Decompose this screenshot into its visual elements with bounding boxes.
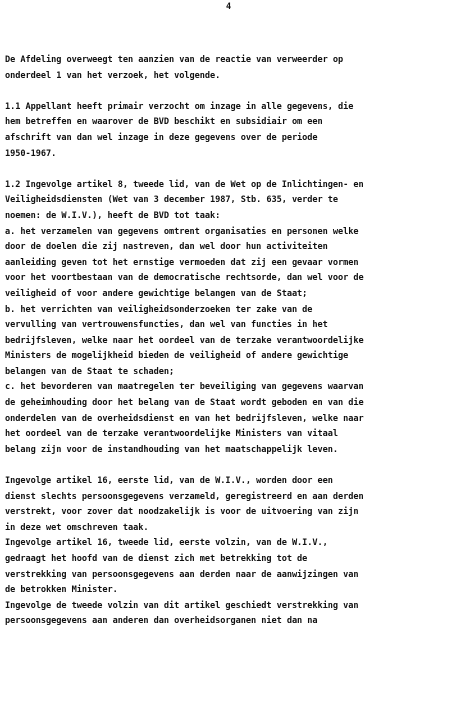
- paragraph: [5, 100, 447, 162]
- text-line: aanleiding geven tot het ernstige vermoeden dat zij een gevaar vormen: [5, 257, 359, 268]
- text-line: bedrijfsleven, welke naar het oordeel van de terzake verantwoordelijke: [5, 335, 364, 346]
- text-line: a. het verzamelen van gegevens omtrent organisaties en personen welke: [5, 226, 359, 237]
- text-line: verstrekt, voor zover dat noodzakelijk is voor de uitvoering van zijn: [5, 507, 359, 518]
- text-line: belangen van de Staat te schaden;: [5, 366, 175, 377]
- text-line: Veiligheidsdiensten (Wet van 3 december 1987, Stb. 635, verder te: [5, 195, 339, 206]
- text-line: De Afdeling overweegt ten aanzien van de reactie van verweerder op: [5, 55, 344, 65]
- text-line: b. het verrichten van veiligheidsonderzoeken ter zake van de: [5, 304, 313, 315]
- text-line: voor het voortbestaan van de democratische rechtsorde, dan wel voor de: [5, 273, 364, 284]
- paragraph: [5, 178, 447, 459]
- paragraph: [5, 53, 447, 84]
- text-line: de betrokken Minister.: [5, 585, 118, 596]
- text-line: het oordeel van de terzake verantwoordelijke Ministers van vitaal: [5, 429, 339, 440]
- text-line: Ministers de mogelijkheid bieden de veiligheid of andere gewichtige: [5, 351, 349, 362]
- text-line: in deze wet omschreven taak.: [5, 522, 149, 533]
- text-line: 1950-1967.: [5, 148, 57, 159]
- paragraph-gap: [5, 162, 447, 178]
- text-line: Ingevolge artikel 16, eerste lid, van de W.I.V., worden door een: [5, 476, 333, 487]
- text-line: Ingevolge de tweede volzin van dit artikel geschiedt verstrekking van: [5, 600, 359, 611]
- text-line: 1.2 Ingevolge artikel 8, tweede lid, van de Wet op de Inlichtingen- en: [5, 179, 364, 190]
- text-line: veiligheid of voor andere gewichtige belangen van de Staat;: [5, 288, 308, 299]
- text-line: onderdeel 1 van het verzoek, het volgende.: [5, 70, 221, 81]
- paragraph: [5, 474, 447, 630]
- text-line: 1.1 Appellant heeft primair verzocht om inzage in alle gegevens, die: [5, 101, 354, 112]
- document-body: [5, 53, 447, 630]
- text-line: hem betreffen en waarover de BVD beschikt en subsidiair om een: [5, 117, 323, 128]
- text-line: de geheimhouding door het belang van de Staat wordt geboden en van die: [5, 398, 364, 409]
- text-line: door de doelen die zij nastreven, dan wel door hun activiteiten: [5, 242, 328, 253]
- text-line: vervulling van vertrouwensfuncties, dan wel van functies in het: [5, 320, 328, 331]
- text-line: Ingevolge artikel 16, tweede lid, eerste volzin, van de W.I.V.,: [5, 538, 328, 549]
- text-line: c. het bevorderen van maatregelen ter beveiliging van gegevens waarvan: [5, 382, 364, 393]
- paragraph-gap: [5, 458, 447, 474]
- page-number: 4: [226, 2, 232, 12]
- paragraph-gap: [5, 84, 447, 100]
- text-line: dienst slechts persoonsgegevens verzameld, geregistreerd en aan derden: [5, 491, 364, 502]
- text-line: noemen: de W.I.V.), heeft de BVD tot taak:: [5, 210, 221, 221]
- text-line: gedraagt het hoofd van de dienst zich met betrekking tot de: [5, 554, 308, 564]
- text-line: belang zijn voor de instandhouding van het maatschappelijk leven.: [5, 444, 339, 455]
- text-line: verstrekking van persoonsgegevens aan derden naar de aanwijzingen van: [5, 569, 359, 580]
- text-line: afschrift van dan wel inzage in deze gegevens over de periode: [5, 132, 318, 143]
- text-line: onderdelen van de overheidsdienst en van het bedrijfsleven, welke naar: [5, 413, 364, 424]
- text-line: persoonsgegevens aan anderen dan overheidsorganen niet dan na: [5, 616, 318, 627]
